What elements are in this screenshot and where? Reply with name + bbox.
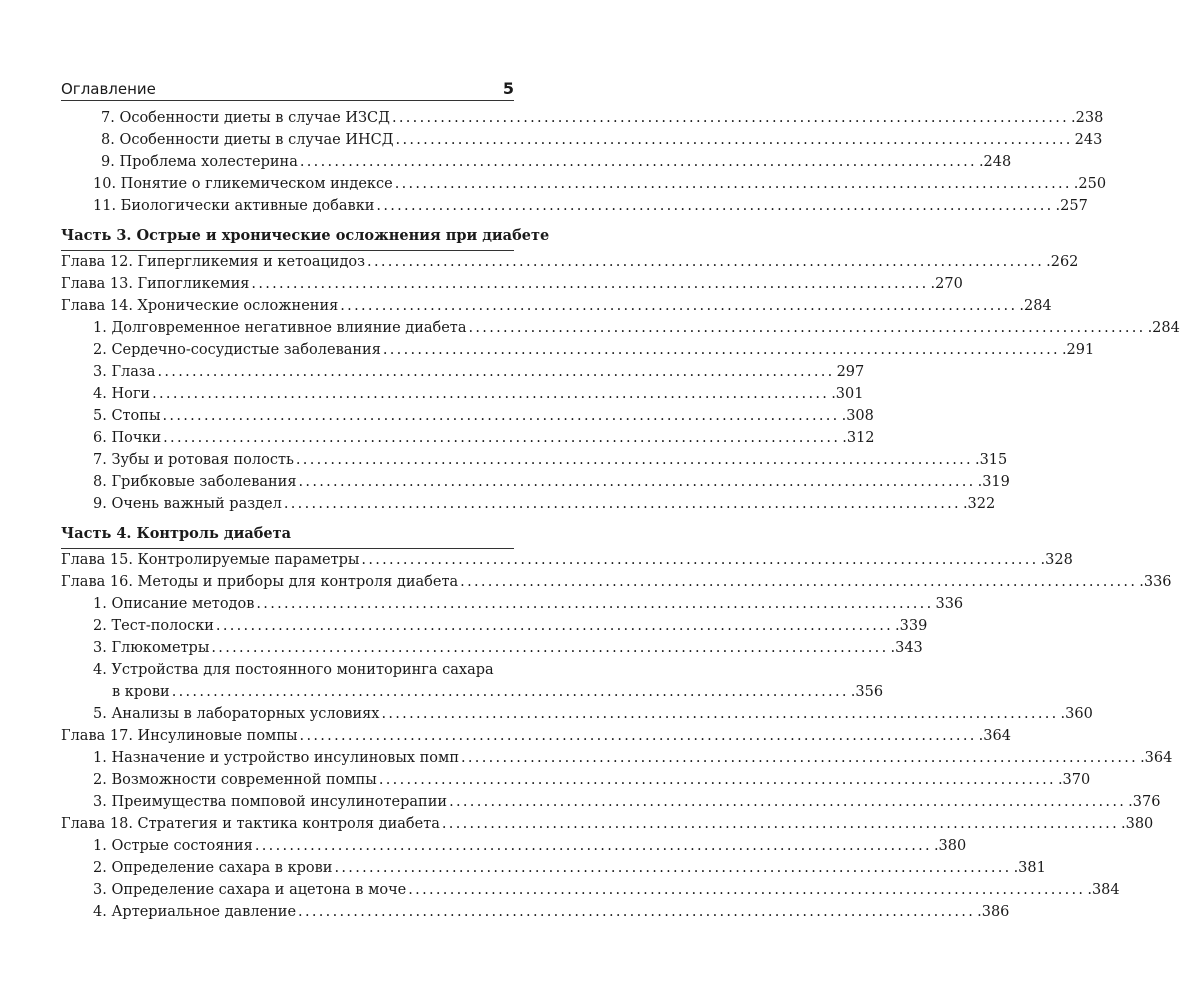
toc-entry[interactable]: 3. Глюкометры .................................................................................................. .343: [93, 640, 923, 656]
toc-entry[interactable]: 2. Тест-полоски .................................................................................................. .339: [93, 618, 928, 634]
toc-entry[interactable]: 8. Грибковые заболевания .................................................................................................. .319: [93, 474, 1010, 490]
toc-entry[interactable]: 3. Определение сахара и ацетона в моче .................................................................................................. .384: [93, 882, 1120, 898]
header-rule: [61, 100, 514, 101]
toc-chapter[interactable]: Глава 16. Методы и приборы для контроля диабета .................................................................................................. .336: [61, 574, 1172, 590]
toc-entry[interactable]: 10. Понятие о гликемическом индексе .................................................................................................. .250: [93, 176, 1107, 192]
running-header: [61, 76, 514, 98]
toc-entry[interactable]: 1. Долговременное негативное влияние диабета .................................................................................................. .284: [93, 320, 1180, 336]
toc-chapter[interactable]: Глава 18. Стратегия и тактика контроля диабета .................................................................................................. .380: [61, 816, 1154, 832]
toc-chapter[interactable]: Глава 13. Гипогликемия .................................................................................................. .270: [61, 276, 963, 292]
part-title: Часть 4. Контроль диабета: [61, 525, 291, 542]
part-rule: [61, 250, 514, 251]
toc-entry[interactable]: 4. Ноги .................................................................................................. .301: [93, 386, 864, 402]
toc-entry[interactable]: 3. Преимущества помповой инсулинотерапии .................................................................................................. .376: [93, 794, 1161, 810]
toc-entry[interactable]: 6. Почки .................................................................................................. .312: [93, 430, 875, 446]
toc-entry[interactable]: 1. Острые состояния .................................................................................................. .380: [93, 838, 967, 854]
toc-entry-first-line[interactable]: 4. Устройства для постоянного мониторинга сахара: [93, 662, 494, 678]
toc-entry[interactable]: 9. Очень важный раздел .................................................................................................. .322: [93, 496, 996, 512]
toc-chapter[interactable]: Глава 15. Контролируемые параметры .................................................................................................. .328: [61, 552, 1073, 568]
toc-entry[interactable]: 2. Сердечно-сосудистые заболевания .................................................................................................. .291: [93, 342, 1095, 358]
toc-entry[interactable]: 3. Глаза .................................................................................................. 297: [93, 364, 865, 380]
toc-chapter[interactable]: Глава 17. Инсулиновые помпы .................................................................................................. .364: [61, 728, 1011, 744]
part-rule: [61, 548, 514, 549]
toc-entry[interactable]: 2. Возможности современной помпы .................................................................................................. .370: [93, 772, 1091, 788]
toc-entry[interactable]: 5. Анализы в лабораторных условиях .................................................................................................. .360: [93, 706, 1093, 722]
toc-chapter[interactable]: Глава 12. Гипергликемия и кетоацидоз .................................................................................................. .262: [61, 254, 1079, 270]
toc-entry[interactable]: 1. Описание методов .................................................................................................. 336: [93, 596, 964, 612]
toc-entry[interactable]: 1. Назначение и устройство инсулиновых помп .................................................................................................. .364: [93, 750, 1173, 766]
page-number: 5: [502, 79, 514, 98]
toc-entry[interactable]: 9. Проблема холестерина .................................................................................................. .248: [101, 154, 1012, 170]
toc-entry[interactable]: 2. Определение сахара в крови .................................................................................................. .381: [93, 860, 1046, 876]
toc-entry[interactable]: 4. Артериальное давление .................................................................................................. .386: [93, 904, 1010, 920]
toc-entry[interactable]: 11. Биологически активные добавки .................................................................................................. .257: [93, 198, 1088, 214]
part-title: Часть 3. Острые и хронические осложнения при диабете: [61, 227, 550, 244]
toc-chapter[interactable]: Глава 14. Хронические осложнения .................................................................................................. .284: [61, 298, 1052, 314]
toc-entry[interactable]: 7. Особенности диеты в случае ИЗСД .................................................................................................. .238: [101, 110, 1104, 126]
toc-entry[interactable]: 8. Особенности диеты в случае ИНСД .................................................................................................. 243: [101, 132, 1103, 148]
toc-entry-continuation[interactable]: в крови .................................................................................................. .356: [112, 684, 884, 700]
toc-entry[interactable]: 5. Стопы .................................................................................................. .308: [93, 408, 874, 424]
header-title: Оглавление: [61, 80, 156, 98]
toc-entry[interactable]: 7. Зубы и ротовая полость .................................................................................................. .315: [93, 452, 1008, 468]
